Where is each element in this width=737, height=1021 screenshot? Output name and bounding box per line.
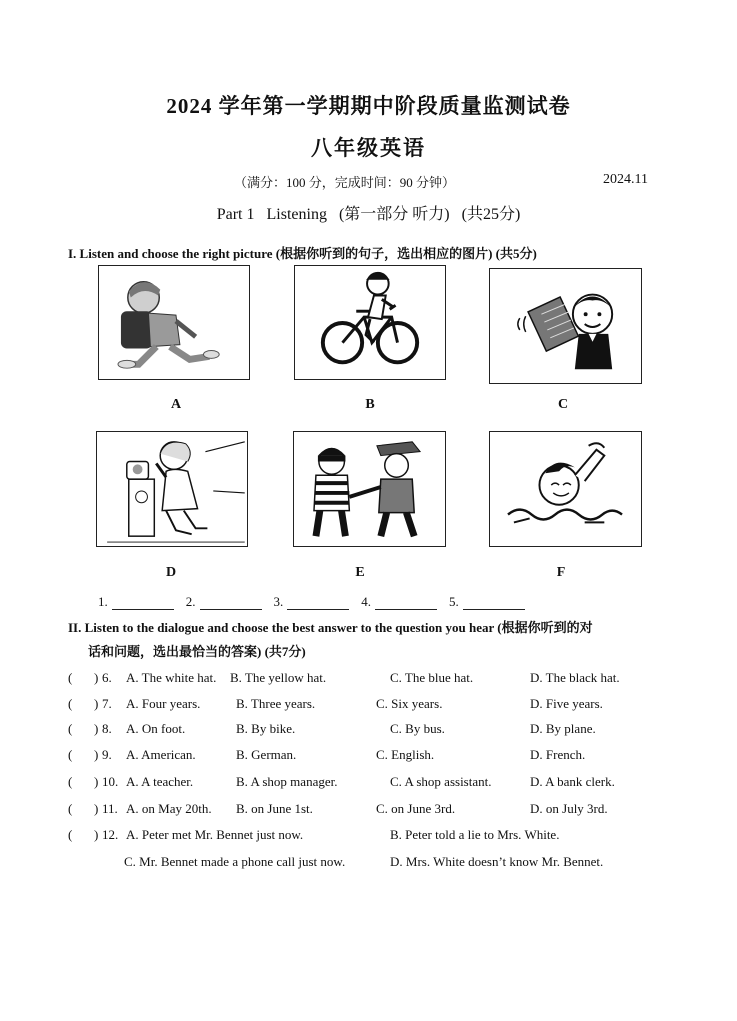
- option-b: B. By bike.: [236, 721, 296, 736]
- picture-c: [489, 268, 642, 384]
- answer-paren-close: ): [94, 670, 99, 685]
- option-a: A. on May 20th.: [126, 801, 212, 816]
- question-row: [68, 827, 688, 871]
- boy-bicycle-icon: [295, 266, 445, 379]
- picture-label: D: [165, 565, 177, 580]
- part-label: Part 1: [216, 206, 255, 223]
- answer-paren-open[interactable]: (: [68, 827, 73, 842]
- blank-number: 2.: [185, 594, 196, 609]
- option-c: C. English.: [376, 747, 435, 762]
- option-d: D. Five years.: [530, 696, 603, 711]
- answer-paren-open[interactable]: (: [68, 721, 73, 736]
- option-d: D. French.: [530, 747, 586, 762]
- answer-paren-close: ): [94, 721, 99, 736]
- option-d: D. Mrs. White doesn’t know Mr. Bennet.: [390, 854, 604, 869]
- picture-f: [489, 431, 642, 547]
- option-c: C. A shop assistant.: [390, 774, 492, 789]
- question-row: [68, 747, 688, 765]
- option-c: C. on June 3rd.: [376, 801, 456, 816]
- section2-title-line2: 话和问题，选出最恰当的答案) (共7分): [88, 644, 306, 659]
- picture-label: B: [365, 397, 375, 412]
- answer-paren-open[interactable]: (: [68, 670, 73, 685]
- answer-blank[interactable]: [361, 594, 437, 610]
- option-b: B. Three years.: [236, 696, 316, 711]
- question-number: 6.: [102, 670, 112, 685]
- answer-paren-close: ): [94, 801, 99, 816]
- part-name: Listening: [266, 206, 327, 223]
- policeman-thief-icon: [294, 432, 445, 546]
- option-c: C. The blue hat.: [390, 670, 474, 685]
- option-b: B. on June 1st.: [236, 801, 313, 816]
- answer-paren-open[interactable]: (: [68, 801, 73, 816]
- picture-b: [294, 265, 446, 380]
- girl-swimming-icon: [490, 432, 641, 546]
- question-row: [68, 801, 688, 819]
- option-c: C. By bus.: [390, 721, 445, 736]
- answer-blank[interactable]: [186, 594, 262, 610]
- option-a: A. American.: [126, 747, 196, 762]
- question-number: 11.: [102, 801, 118, 816]
- question-row: [68, 721, 688, 739]
- option-a: A. On foot.: [126, 721, 186, 736]
- blank-number: 4.: [361, 594, 371, 609]
- option-d: D. on July 3rd.: [530, 801, 608, 816]
- score-info: （满分：100 分，完成时间：90 分钟）: [234, 175, 456, 190]
- question-number: 8.: [102, 721, 112, 736]
- answer-blank[interactable]: [98, 594, 174, 610]
- section2-title: [68, 616, 688, 664]
- picture-label: A: [170, 397, 182, 412]
- answer-paren-open[interactable]: (: [68, 747, 73, 762]
- option-d: D. By plane.: [530, 721, 596, 736]
- blank-number: 5.: [449, 594, 459, 609]
- option-b: B. The yellow hat.: [230, 670, 327, 685]
- answer-paren-open[interactable]: (: [68, 696, 73, 711]
- picture-e: [293, 431, 446, 547]
- option-d: D. A bank clerk.: [530, 774, 615, 789]
- option-d: D. The black hat.: [530, 670, 620, 685]
- student-backpack-icon: [99, 266, 249, 379]
- blank-number: 3.: [273, 594, 284, 609]
- picture-label: F: [556, 565, 566, 580]
- question-row: [68, 670, 688, 688]
- picture-a: [98, 265, 250, 380]
- option-a: A. A teacher.: [126, 774, 194, 789]
- option-c: C. Mr. Bennet made a phone call just now.: [124, 854, 346, 869]
- answer-paren-open[interactable]: (: [68, 774, 73, 789]
- answer-paren-close: ): [94, 696, 99, 711]
- question-number: 9.: [102, 747, 112, 762]
- option-a: A. Four years.: [126, 696, 201, 711]
- woman-telephone-icon: [97, 432, 247, 546]
- answer-blank[interactable]: [274, 594, 350, 610]
- picture-d: [96, 431, 248, 547]
- option-c: C. Six years.: [376, 696, 443, 711]
- part-name-cn: (第一部分 听力): [338, 206, 450, 223]
- section1-title: I. Listen and choose the right picture (根据你听到的句子，选出相应的图片) (共5分): [68, 246, 537, 261]
- exam-date: 2024.11: [603, 172, 648, 187]
- answer-paren-close: ): [94, 774, 99, 789]
- answer-paren-close: ): [94, 747, 99, 762]
- question-number: 12.: [102, 827, 119, 842]
- exam-subtitle: 八年级英语: [311, 136, 426, 160]
- option-b: B. Peter told a lie to Mrs. White.: [390, 827, 560, 842]
- blank-number: 1.: [98, 594, 108, 609]
- picture-label: C: [557, 397, 569, 412]
- section2-title-line1: II. Listen to the dialogue and choose the best answer to the question you hear (根据你听到的对: [68, 620, 593, 635]
- answer-paren-close: ): [94, 827, 99, 842]
- option-b: B. German.: [236, 747, 297, 762]
- question-row: [68, 696, 688, 714]
- picture-label: E: [355, 565, 365, 580]
- option-a: A. Peter met Mr. Bennet just now.: [126, 827, 304, 842]
- boy-keyboard-icon: [490, 269, 641, 383]
- exam-title: 2024 学年第一学期期中阶段质量监测试卷: [166, 94, 571, 118]
- answer-blanks: [98, 594, 525, 610]
- question-row: [68, 774, 688, 792]
- part-score: (共25分): [461, 206, 521, 223]
- option-b: B. A shop manager.: [236, 774, 338, 789]
- part-title: [0, 201, 737, 224]
- option-a: A. The white hat.: [126, 670, 217, 685]
- question-number: 7.: [102, 696, 112, 711]
- answer-blank[interactable]: [449, 594, 525, 610]
- question-number: 10.: [102, 774, 119, 789]
